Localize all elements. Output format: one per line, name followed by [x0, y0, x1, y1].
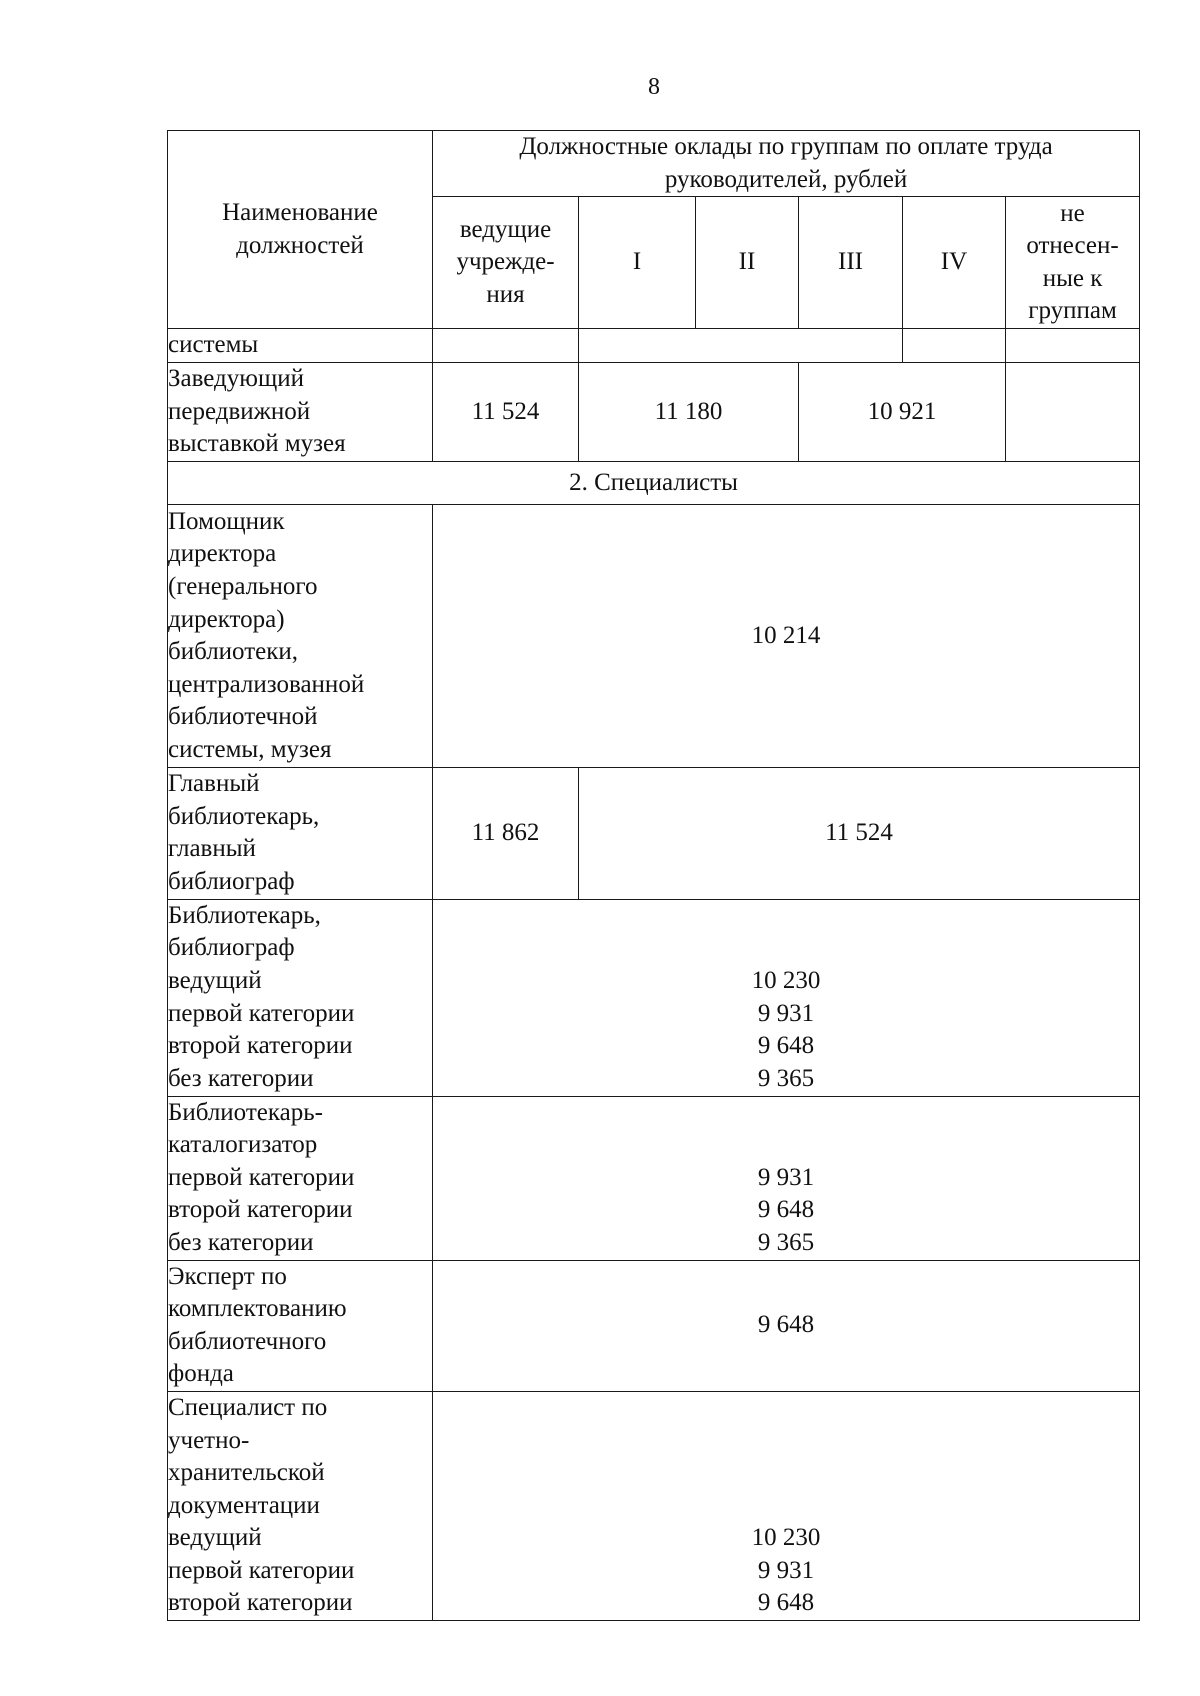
- table-row-chief-librarian: [168, 768, 1140, 899]
- row-name: Специалист по учетно- хранительской документации ведущий первой категории второй категории: [168, 1391, 433, 1620]
- salary-all-groups: 10 214: [433, 505, 1140, 768]
- header-leading-institutions: ведущие учрежде- ния: [433, 197, 579, 329]
- table-row-acquisitions-expert: [168, 1260, 1140, 1391]
- header-group-1: I: [579, 197, 696, 329]
- table-row-cataloger: [168, 1096, 1140, 1260]
- row-name: Заведующий передвижной выставкой музея: [168, 363, 433, 462]
- row-name: Помощник директора (генерального директора) библиотеки, централизованной библиотечной системы, музея: [168, 505, 433, 768]
- row-name: Библиотекарь- каталогизатор первой категории второй категории без категории: [168, 1096, 433, 1260]
- row-name: Библиотекарь, библиограф ведущий первой категории второй категории без категории: [168, 899, 433, 1096]
- header-unassigned: не отнесен- ные к группам: [1006, 197, 1140, 329]
- salary-unassigned: [1006, 363, 1140, 462]
- salary-all-groups: 10 230 9 931 9 648: [433, 1391, 1140, 1620]
- table-row-records-specialist: [168, 1391, 1140, 1620]
- table-row-librarian: [168, 899, 1140, 1096]
- header-row: [168, 131, 1140, 197]
- salary-groups-3-4: 10 921: [799, 363, 1006, 462]
- header-salary-groups: Должностные оклады по группам по оплате труда руководителей, рублей: [433, 131, 1140, 197]
- table-row-assistant: [168, 505, 1140, 768]
- salary-leading: 11 862: [433, 768, 579, 899]
- salary-groups-1-2: 11 180: [579, 363, 799, 462]
- header-group-4: IV: [903, 197, 1006, 329]
- table-row-continuation: [168, 329, 1140, 363]
- salary-table: [167, 130, 1140, 1621]
- salary-leading: 11 524: [433, 363, 579, 462]
- salary-all-groups: 9 648: [433, 1260, 1140, 1391]
- table-row-mobile-exhibit: [168, 363, 1140, 462]
- header-group-3: III: [799, 197, 903, 329]
- header-group-2: II: [696, 197, 799, 329]
- page-number: 8: [648, 74, 660, 100]
- salary-all-groups: 10 230 9 931 9 648 9 365: [433, 899, 1140, 1096]
- row-name: Главный библиотекарь, главный библиограф: [168, 768, 433, 899]
- row-name: Эксперт по комплектованию библиотечного фонда: [168, 1260, 433, 1391]
- header-position-name: Наименование должностей: [168, 131, 433, 329]
- row-name: системы: [168, 329, 433, 363]
- section-heading-row: [168, 462, 1140, 505]
- salary-other-groups: 11 524: [579, 768, 1140, 899]
- salary-all-groups: 9 931 9 648 9 365: [433, 1096, 1140, 1260]
- section-heading: 2. Специалисты: [168, 462, 1140, 505]
